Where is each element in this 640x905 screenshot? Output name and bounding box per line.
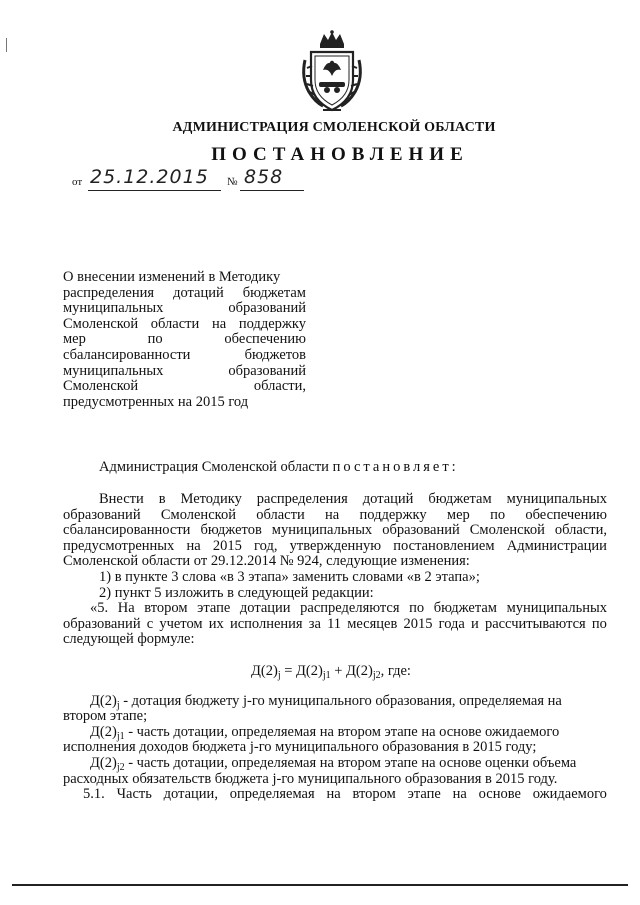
subject-line: мер по обеспечению: [63, 331, 306, 348]
word: 5.1.: [83, 786, 105, 803]
body-line: следующей формуле:: [63, 631, 195, 648]
word: муниципальных: [506, 491, 607, 507]
subject-line: Смоленской области,: [63, 378, 306, 395]
word: распределения: [256, 491, 348, 507]
word: Смоленской: [160, 506, 236, 523]
subject-line: сбалансированности бюджетов: [63, 346, 306, 363]
word: сбалансированности: [63, 522, 191, 539]
amendment-item-2: 2) пункт 5 изложить в следующей редакции:: [99, 584, 374, 601]
body-line: [63, 508, 607, 524]
word: образований: [63, 615, 141, 632]
body-line: Смоленской области от 29.12.2014 № 924, следующие изменения:: [63, 553, 470, 570]
preamble-verb: постановляет:: [332, 459, 459, 475]
word: года: [438, 615, 465, 632]
word: Смоленской: [469, 522, 545, 539]
number-prefix: №: [227, 176, 238, 188]
clause-5-1: [63, 787, 607, 803]
definition-2: $Д(2)_{j1}$ - часть дотации, определяемая на втором этапе на основе ожидаемого: [90, 723, 560, 742]
word: втором: [352, 786, 396, 803]
word: области: [256, 506, 305, 523]
document-body: [63, 492, 607, 803]
word: Администрации: [506, 537, 607, 554]
body-line: [63, 601, 607, 617]
document-subject: [63, 270, 306, 410]
word: по: [591, 615, 607, 632]
body-line: [63, 539, 607, 555]
word: по: [409, 600, 425, 617]
word: дотации,: [163, 786, 218, 803]
word: этапе: [407, 786, 441, 803]
word: образований: [63, 506, 141, 523]
word: на: [325, 506, 340, 523]
word: Часть: [116, 786, 152, 803]
word: бюджетов: [200, 522, 262, 539]
word: ожидаемого: [532, 786, 607, 803]
definition-3-cont: расходных обязательств бюджета j-го муниципального образования в 2015 году.: [63, 770, 558, 787]
word: утвержденную: [289, 537, 382, 554]
coat-of-arms-emblem: [297, 30, 367, 116]
body-line: [63, 617, 607, 633]
word: год,: [254, 537, 278, 554]
word: муниципальных: [506, 600, 607, 617]
word: их: [208, 615, 224, 632]
word: с: [146, 615, 154, 632]
word: постановлением: [393, 537, 495, 554]
organization-title: АДМИНИСТРАЦИЯ СМОЛЕНСКОЙ ОБЛАСТИ: [172, 120, 496, 135]
word: месяцев: [347, 615, 398, 632]
date-prefix: от: [72, 176, 83, 188]
word: дотаций: [362, 491, 414, 507]
word: образований: [382, 522, 460, 539]
word: Внести: [99, 491, 144, 507]
subject-line: муниципальных образований: [63, 362, 306, 379]
word: поддержку: [359, 506, 427, 523]
number-underline: [240, 190, 304, 191]
word: этапе: [197, 600, 231, 617]
definition-1: $Д(2)_j$ - дотация бюджету j-го муниципального образования, определяемая на: [90, 692, 562, 711]
word: бюджетам: [428, 491, 492, 507]
definition-1-cont: втором этапе;: [63, 708, 148, 725]
word: 2015: [403, 615, 433, 632]
word: бюджетам: [433, 600, 497, 617]
definition-3: $Д(2)_{j2}$ - часть дотации, определяемая на втором этапе на основе оценки объема: [90, 754, 577, 773]
word: «5.: [90, 600, 109, 617]
word: основе: [478, 786, 521, 803]
word: муниципальных: [271, 522, 373, 539]
body-line: [63, 492, 607, 508]
word: на: [452, 786, 467, 803]
amendment-item-1: 1) в пункте 3 слова «в 3 этапа» заменить словами «в 2 этапа»;: [99, 568, 480, 585]
word: рассчитываются: [484, 615, 586, 632]
word: втором: [144, 600, 188, 617]
subject-line: Смоленской области на поддержку: [63, 315, 306, 332]
definition-2-cont: исполнения доходов бюджета j-го муниципального образования в 2015 году;: [63, 739, 537, 756]
word: учетом: [159, 615, 203, 632]
word: исполнения: [229, 615, 303, 632]
word: по: [490, 506, 506, 523]
word: Методику: [180, 491, 242, 507]
bottom-rule: [12, 884, 628, 886]
handwritten-date: 25.12.2015: [90, 166, 209, 188]
formula: $Д(2)_j = Д(2)_{j1} + Д(2)_{j2}$, где:: [251, 662, 411, 681]
word: определяемая: [229, 786, 315, 803]
subject-line: распределения дотаций бюджетам: [63, 284, 306, 301]
word: предусмотренных: [63, 537, 175, 554]
handwritten-number: 858: [244, 166, 284, 188]
word: в: [158, 491, 166, 507]
word: и: [471, 615, 479, 632]
word: дотации: [239, 600, 291, 617]
subject-line: предусмотренных на 2015 год: [63, 393, 249, 410]
word: на: [326, 786, 341, 803]
scan-edge-mark: [6, 38, 7, 52]
word: области,: [554, 522, 607, 539]
subject-line: муниципальных образований: [63, 300, 306, 317]
document-type-title: ПОСТАНОВЛЕНИЕ: [211, 144, 469, 165]
word: на: [186, 537, 201, 554]
body-line: [63, 523, 607, 539]
preamble: Администрация Смоленской области постановляет:: [99, 459, 459, 475]
word: обеспечению: [525, 506, 607, 523]
word: На: [117, 600, 135, 617]
word: 11: [327, 615, 342, 632]
word: за: [308, 615, 321, 632]
word: распределяются: [300, 600, 400, 617]
word: 2015: [212, 537, 242, 554]
subject-line: О внесении изменений в Методику: [63, 269, 281, 285]
date-underline: [88, 190, 221, 191]
word: мер: [446, 506, 470, 523]
